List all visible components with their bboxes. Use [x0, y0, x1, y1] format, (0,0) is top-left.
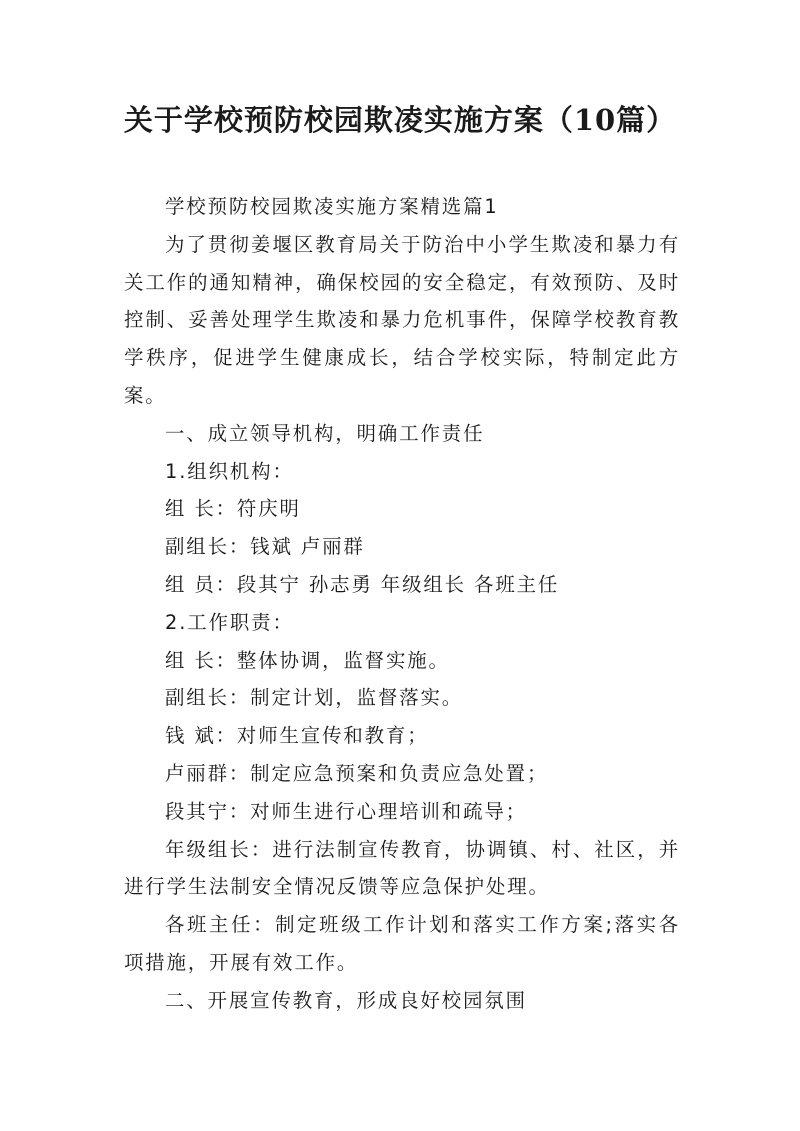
duty-line: 段其宁：对师生进行心理培训和疏导；	[165, 799, 527, 823]
duty-paragraph: 各班主任：制定班级工作计划和落实工作方案;落实各项措施，开展有效工作。	[124, 913, 680, 974]
document-body	[124, 188, 680, 1020]
duty-line: 组 长：整体协调，监督实施。	[165, 648, 450, 672]
member-line: 副组长：钱斌 卢丽群	[165, 535, 365, 559]
section-heading: 二、开展宣传教育，形成良好校园氛围	[165, 988, 527, 1012]
section-heading: 学校预防校园欺凌实施方案精选篇1	[165, 195, 499, 218]
document-title: 关于学校预防校园欺凌实施方案（10篇）	[123, 103, 677, 137]
subsection-heading: 1.组织机构：	[165, 459, 294, 483]
member-line: 组 员：段其宁 孙志勇 年级组长 各班主任	[165, 572, 560, 596]
duty-paragraph: 年级组长：进行法制宣传教育，协调镇、村、社区，并进行学生法制安全情况反馈等应急保护处理。	[124, 837, 680, 899]
member-line: 组 长：符庆明	[165, 497, 301, 521]
intro-paragraph: 为了贯彻姜堰区教育局关于防治中小学生欺凌和暴力有关工作的通知精神，确保校园的安全稳定，有效预防、及时控制、妥善处理学生欺凌和暴力危机事件，保障学校教育教学秩序，促进学生健康成长，结合学校实际，特制定此方案。	[124, 232, 680, 407]
subsection-heading: 2.工作职责：	[165, 610, 294, 634]
duty-line: 卢丽群：制定应急预案和负责应急处置；	[165, 761, 549, 785]
duty-line: 钱 斌：对师生宣传和教育；	[165, 724, 429, 748]
duty-line: 副组长：制定计划，监督落实。	[165, 686, 464, 710]
section-heading: 一、成立领导机构，明确工作责任	[165, 421, 485, 445]
